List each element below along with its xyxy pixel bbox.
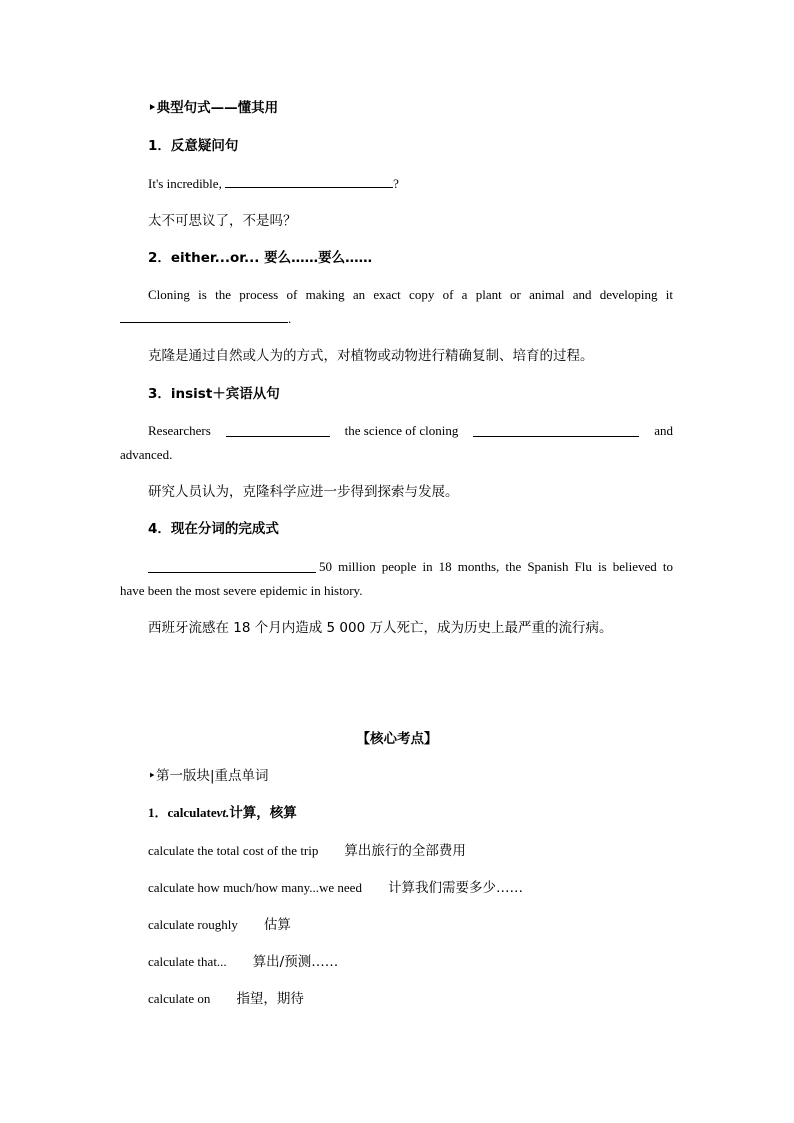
phrase-en: calculate roughly	[148, 917, 238, 932]
pattern-chinese-4: 西班牙流感在 18 个月内造成 5 000 万人死亡，成为历史上最严重的流行病。	[148, 620, 613, 636]
phrase-cn: 算出旅行的全部费用	[344, 843, 466, 859]
answer-blank[interactable]	[473, 425, 639, 437]
english-text: 50 million people in 18 months, the Spanish Flu is believed to	[319, 559, 673, 574]
pattern-title-2: 2．either...or... 要么……要么……	[148, 250, 373, 266]
phrase-cn: 计算我们需要多少……	[387, 880, 523, 896]
answer-blank[interactable]	[148, 561, 316, 573]
word-title	[148, 805, 673, 821]
word-meaning: 计算，核算	[229, 805, 297, 821]
pattern-chinese-1: 太不可思议了，不是吗？	[148, 213, 297, 229]
pattern-english-2-line2	[120, 311, 673, 327]
phrase-row	[148, 954, 673, 970]
section-heading-core: 【核心考点】	[356, 731, 438, 747]
pattern-chinese-3: 研究人员认为，克隆科学应进一步得到探索与发展。	[148, 484, 459, 500]
word-pos: vt.	[216, 805, 230, 820]
word-number: 1．calculate	[148, 805, 217, 820]
english-word: and	[654, 423, 673, 438]
english-suffix: ?	[393, 176, 399, 191]
phrase-cn: 指望，期待	[236, 991, 304, 1007]
pattern-title-3: 3．insist＋宾语从句	[148, 386, 280, 402]
phrase-cn: 算出/预测……	[252, 954, 339, 970]
pattern-english-3-line2: advanced.	[120, 447, 173, 462]
answer-blank[interactable]	[225, 176, 393, 188]
english-suffix: .	[288, 311, 292, 326]
english-word: the science of cloning	[344, 423, 459, 438]
pattern-chinese-2: 克隆是通过自然或人为的方式，对植物或动物进行精确复制、培育的过程。	[148, 348, 594, 364]
pattern-english-2-line1: Cloning is the process of making an exact copy of a plant or animal and developing it	[148, 287, 673, 302]
core-subheading: ‣第一版块|重点单词	[148, 768, 269, 784]
phrase-en: calculate the total cost of the trip	[148, 843, 319, 858]
english-prefix: It's incredible,	[148, 176, 222, 191]
phrase-en: calculate that...	[148, 954, 227, 969]
phrase-row	[148, 880, 673, 896]
english-word: Researchers	[148, 423, 211, 438]
pattern-english-4-line2: have been the most severe epidemic in history.	[120, 583, 363, 598]
phrase-row	[148, 991, 673, 1007]
pattern-title-4: 4．现在分词的完成式	[148, 521, 279, 537]
answer-blank[interactable]	[120, 311, 288, 323]
pattern-english-3-line1	[148, 423, 673, 439]
phrase-row	[148, 843, 673, 859]
phrase-cn: 估算	[263, 917, 291, 933]
pattern-title-1: 1．反意疑问句	[148, 138, 239, 154]
pattern-english-4-line1	[148, 559, 673, 575]
phrase-en: calculate on	[148, 991, 211, 1006]
section-heading-patterns: ‣典型句式——懂其用	[148, 100, 279, 116]
answer-blank[interactable]	[226, 425, 330, 437]
phrase-row	[148, 917, 673, 933]
pattern-english-1	[148, 176, 673, 192]
phrase-en: calculate how much/how many...we need	[148, 880, 362, 895]
